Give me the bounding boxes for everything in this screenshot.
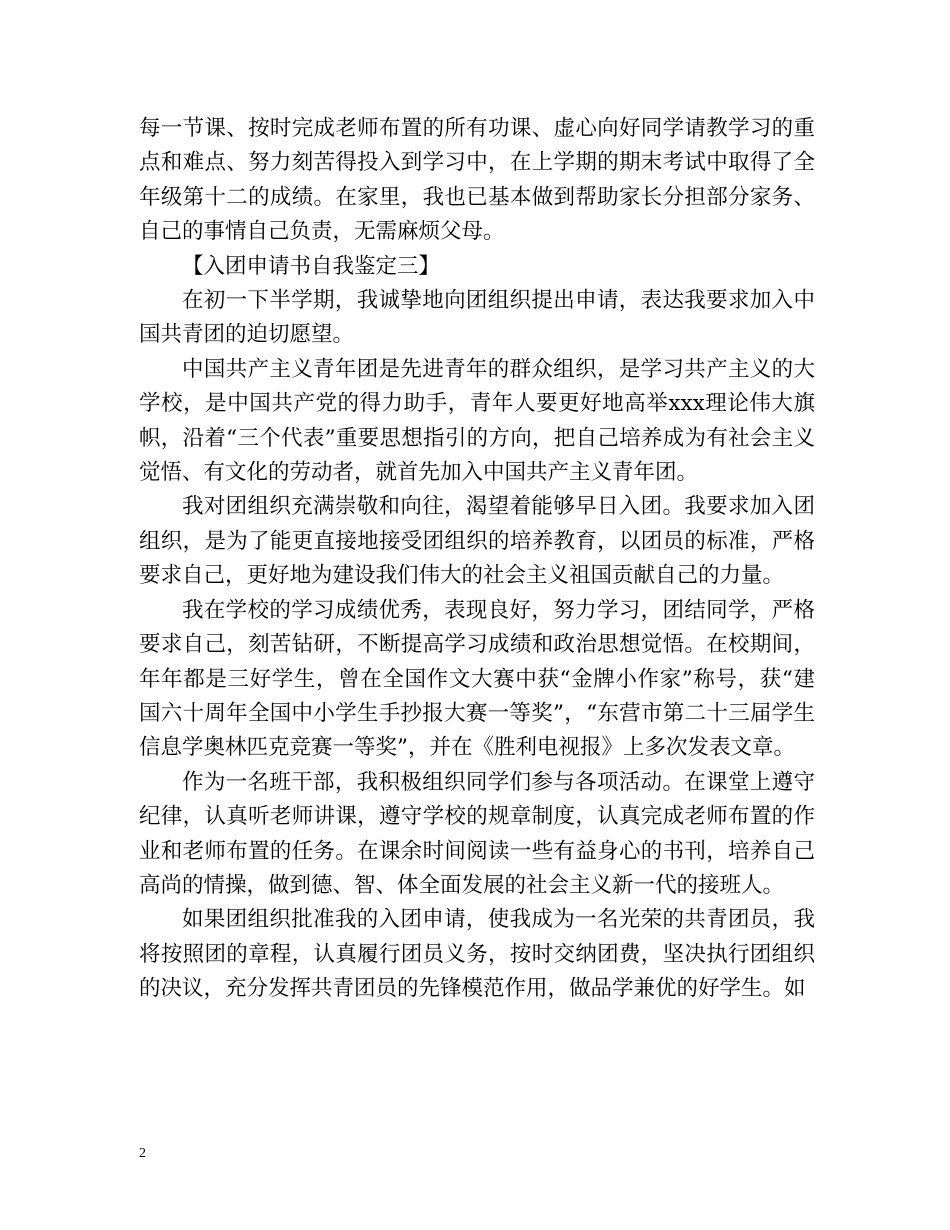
paragraph: 中国共产主义青年团是先进青年的群众组织，是学习共产主义的大学校，是中国共产党的得力助手，青年人要更好地高举xxx理论伟大旗帜，沿着“三个代表”重要思想指引的方向，把自己培养成为有社会主义觉悟、有文化的劳动者，就首先加入中国共产主义青年团。	[139, 356, 815, 486]
paragraph: 作为一名班干部，我积极组织同学们参与各项活动。在课堂上遵守纪律，认真听老师讲课，遵守学校的规章制度，认真完成老师布置的作业和老师布置的任务。在课余时间阅读一些有益身心的书刊，培养自己高尚的情操，做到德、智、体全面发展的社会主义新一代的接班人。	[139, 769, 815, 898]
document-body	[139, 112, 815, 1007]
paragraph: 如果团组织批准我的入团申请，使我成为一名光荣的共青团员，我将按照团的章程，认真履行团员义务，按时交纳团费，坚决执行团组织的决议，充分发挥共青团员的先锋模范作用，做品学兼优的好学生。如	[139, 907, 815, 1002]
paragraph-continuation: 每一节课、按时完成老师布置的所有功课、虚心向好同学请教学习的重点和难点、努力刻苦得投入到学习中，在上学期的期末考试中取得了全年级第十二的成绩。在家里，我也已基本做到帮助家长分担部分家务、自己的事情自己负责，无需麻烦父母。	[139, 116, 815, 245]
paragraph: 在初一下半学期，我诚挚地向团组织提出申请，表达我要求加入中国共青团的迫切愿望。	[139, 288, 815, 348]
paragraph: 我在学校的学习成绩优秀，表现良好，努力学习，团结同学，严格要求自己，刻苦钻研，不断提高学习成绩和政治思想觉悟。在校期间，年年都是三好学生，曾在全国作文大赛中获“金牌小作家”称号，获“建国六十周年全国中小学生手抄报大赛一等奖”，“东营市第二十三届学生信息学奥林匹克竞赛一等奖”，并在《胜利电视报》上多次发表文章。	[139, 597, 815, 761]
page-number: 2	[139, 1146, 146, 1161]
paragraph: 我对团组织充满崇敬和向往，渴望着能够早日入团。我要求加入团组织，是为了能更直接地接受团组织的培养教育，以团员的标准，严格要求自己，更好地为建设我们伟大的社会主义祖国贡献自己的力量。	[139, 494, 815, 589]
section-heading: 【入团申请书自我鉴定三】	[182, 253, 441, 279]
